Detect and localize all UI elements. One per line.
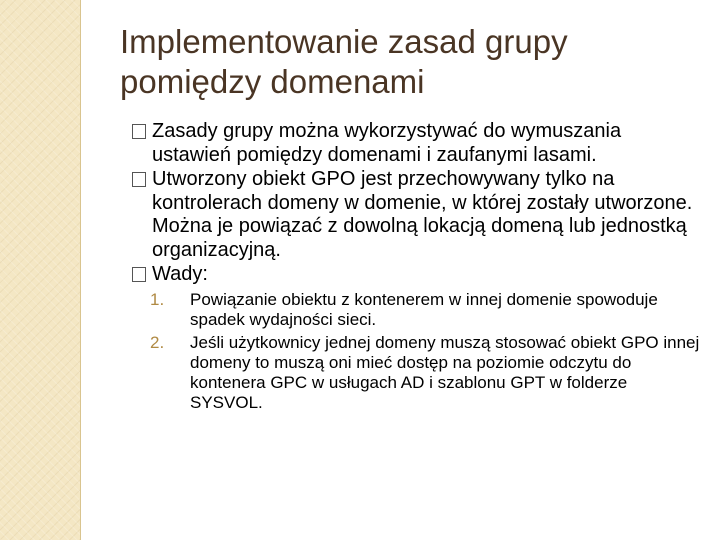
bullet-item: [132, 263, 700, 287]
side-divider: [80, 0, 81, 540]
square-bullet-icon: [132, 267, 146, 282]
numbered-text: Jeśli użytkownicy jednej domeny muszą stosować obiekt GPO innej domeny to muszą oni mieć dostęp na poziomie odczytu do kontenera GPC w usługach AD i szablonu GPT w folderze SYSVOL.: [190, 332, 700, 412]
square-bullet-icon: [132, 172, 146, 187]
numbered-item: [132, 333, 700, 413]
numbered-item: [132, 290, 700, 330]
bullet-item: [132, 120, 700, 167]
numbered-list: [132, 290, 700, 413]
bullet-text: Utworzony obiekt GPO jest przechowywany tylko na kontrolerach domeny w domenie, w której zostały utworzone. Można je powiązać z dowolną lokacją domeną lub jednostką organizacyjną.: [152, 168, 693, 261]
slide-content: [132, 120, 700, 416]
decorative-side-band: [0, 0, 80, 540]
number-marker: 2.: [150, 332, 165, 352]
square-bullet-icon: [132, 124, 146, 139]
number-marker: 1.: [150, 289, 165, 309]
numbered-text: Powiązanie obiektu z kontenerem w innej domenie spowoduje spadek wydajności sieci.: [190, 289, 658, 329]
bullet-item: [132, 168, 700, 262]
slide-title: Implementowanie zasad grupy pomiędzy domenami: [120, 23, 568, 100]
bullet-text: Wady:: [152, 263, 208, 285]
bullet-text: Zasady grupy można wykorzystywać do wymuszania ustawień pomiędzy domenami i zaufanymi lasami.: [152, 120, 622, 166]
